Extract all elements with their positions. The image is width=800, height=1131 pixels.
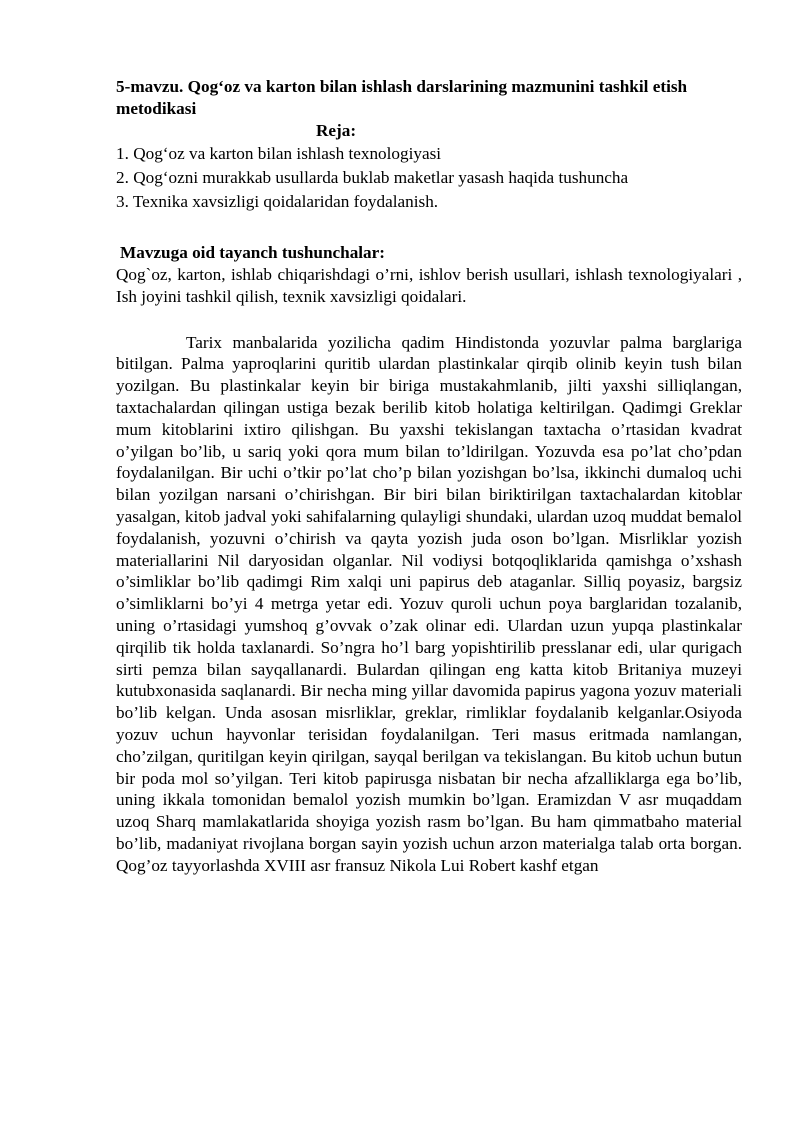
document-page xyxy=(116,76,742,877)
keywords-paragraph: Qog`oz, karton, ishlab chiqarishdagi o’rni, ishlov berish usullari, ishlash texnologiyalari , Ish joyini tashkil qilish, texnik xavsizligi qoidalari. xyxy=(116,265,742,306)
plan-item: 1. Qog‘oz va karton bilan ishlash texnologiyasi xyxy=(116,144,442,163)
plan-heading: Reja: xyxy=(316,121,357,140)
page-title: 5-mavzu. Qog‘oz va karton bilan ishlash darslarining mazmunini tashkil etish metodikasi xyxy=(116,77,688,118)
body-paragraph: Tarix manbalarida yozilicha qadim Hindistonda yozuvlar palma barglariga bitilgan. Palma yaproqlarini quritib ulardan plastinkalar qirqib olinib keyin tush bilan yozilgan. Bu plastinkalar keyin bir biriga mustakahmlanib, jilti yaxshi silliqlangan, taxtachalardan qilingan ustiga bezak berilib kitob holatiga keltirilgan. Qadimgi Greklar mum kitoblarini ixtiro qilishgan. Bu yaxshi tekislangan taxtacha o’rtasidan kvadrat o’yilgan bo’lib, u sariq yoki qora mum bilan to’ldirilgan. Yozuvda esa po’lat cho’pdan foydalanilgan. Bir uchi o’tkir po’lat cho’p bilan yozishgan bo’lsa, ikkinchi dumaloq uchi bilan yozilgan narsani o’chirishgan. Bir biri bilan biriktirilgan taxtachalardan kitoblar yasalgan, kitob jadval yoki sahifalarning qulayligi shundaki, ulardan uzoq muddat bemalol foydalanish, yozuvni o’chirish va qayta yozish juda oson bo’lgan. Misrliklar yozish materiallarini Nil daryosidan olganlar. Nil vodiysi botqoqliklarida qamishga o’xshash o’simliklar bo’lib qadimgi Rim xalqi uni papirus deb ataganlar. Silliq poyasiz, bargsiz o’simliklarni bo’yi 4 metrga yetar edi. Yozuv quroli uchun poya barglaridan tozalanib, uning o’rtasidagi yumshoq g’ovvak o’zak olinar edi. Ulardan uzun yupqa plastinkalar qirqilib tik holda taxlanardi. So’ngra ho’l barg yopishtirilib presslanar edi, ular qurigach sirti pemza bilan sayqallanardi. Bulardan qilingan eng katta kitob Britaniya muzeyi kutubxonasida saqlanardi. Bir necha ming yillar davomida papirus yagona yozuv materiali bo’lib kelgan. Unda asosan misrliklar, greklar, rimliklar foydalanib kelganlar.Osiyoda yozuv uchun hayvonlar terisidan foydalanilgan. Teri masus eritmada namlangan, cho’zilgan, quritilgan keyin qirilgan, sayqal berilgan va tekislangan. Bu kitob uchun butun bir poda mol so’yilgan. Teri kitob papirusga nisbatan bir necha afzalliklarga ega bo’lib, uning ikkala tomonidan bemalol yozish mumkin bo’lgan. Eramizdan V asr muqaddam uzoq Sharq mamlakatlarida shoyiga yozish rasm bo’lgan. Bu ham qimmatbaho material bo’lib, madaniyat rivojlana borgan sayin yozish uchun arzon materialga talab orta borgan. Qog’oz tayyorlashda XVIII asr fransuz Nikola Lui Robert kashf etgan xyxy=(116,332,742,875)
plan-list xyxy=(116,142,742,214)
plan-item: 2. Qog‘ozni murakkab usullarda buklab maketlar yasash haqida tushuncha xyxy=(116,168,629,187)
keywords-heading: Mavzuga oid tayanch tushunchalar: xyxy=(120,243,386,262)
plan-item: 3. Texnika xavsizligi qoidalaridan foydalanish. xyxy=(116,192,439,211)
